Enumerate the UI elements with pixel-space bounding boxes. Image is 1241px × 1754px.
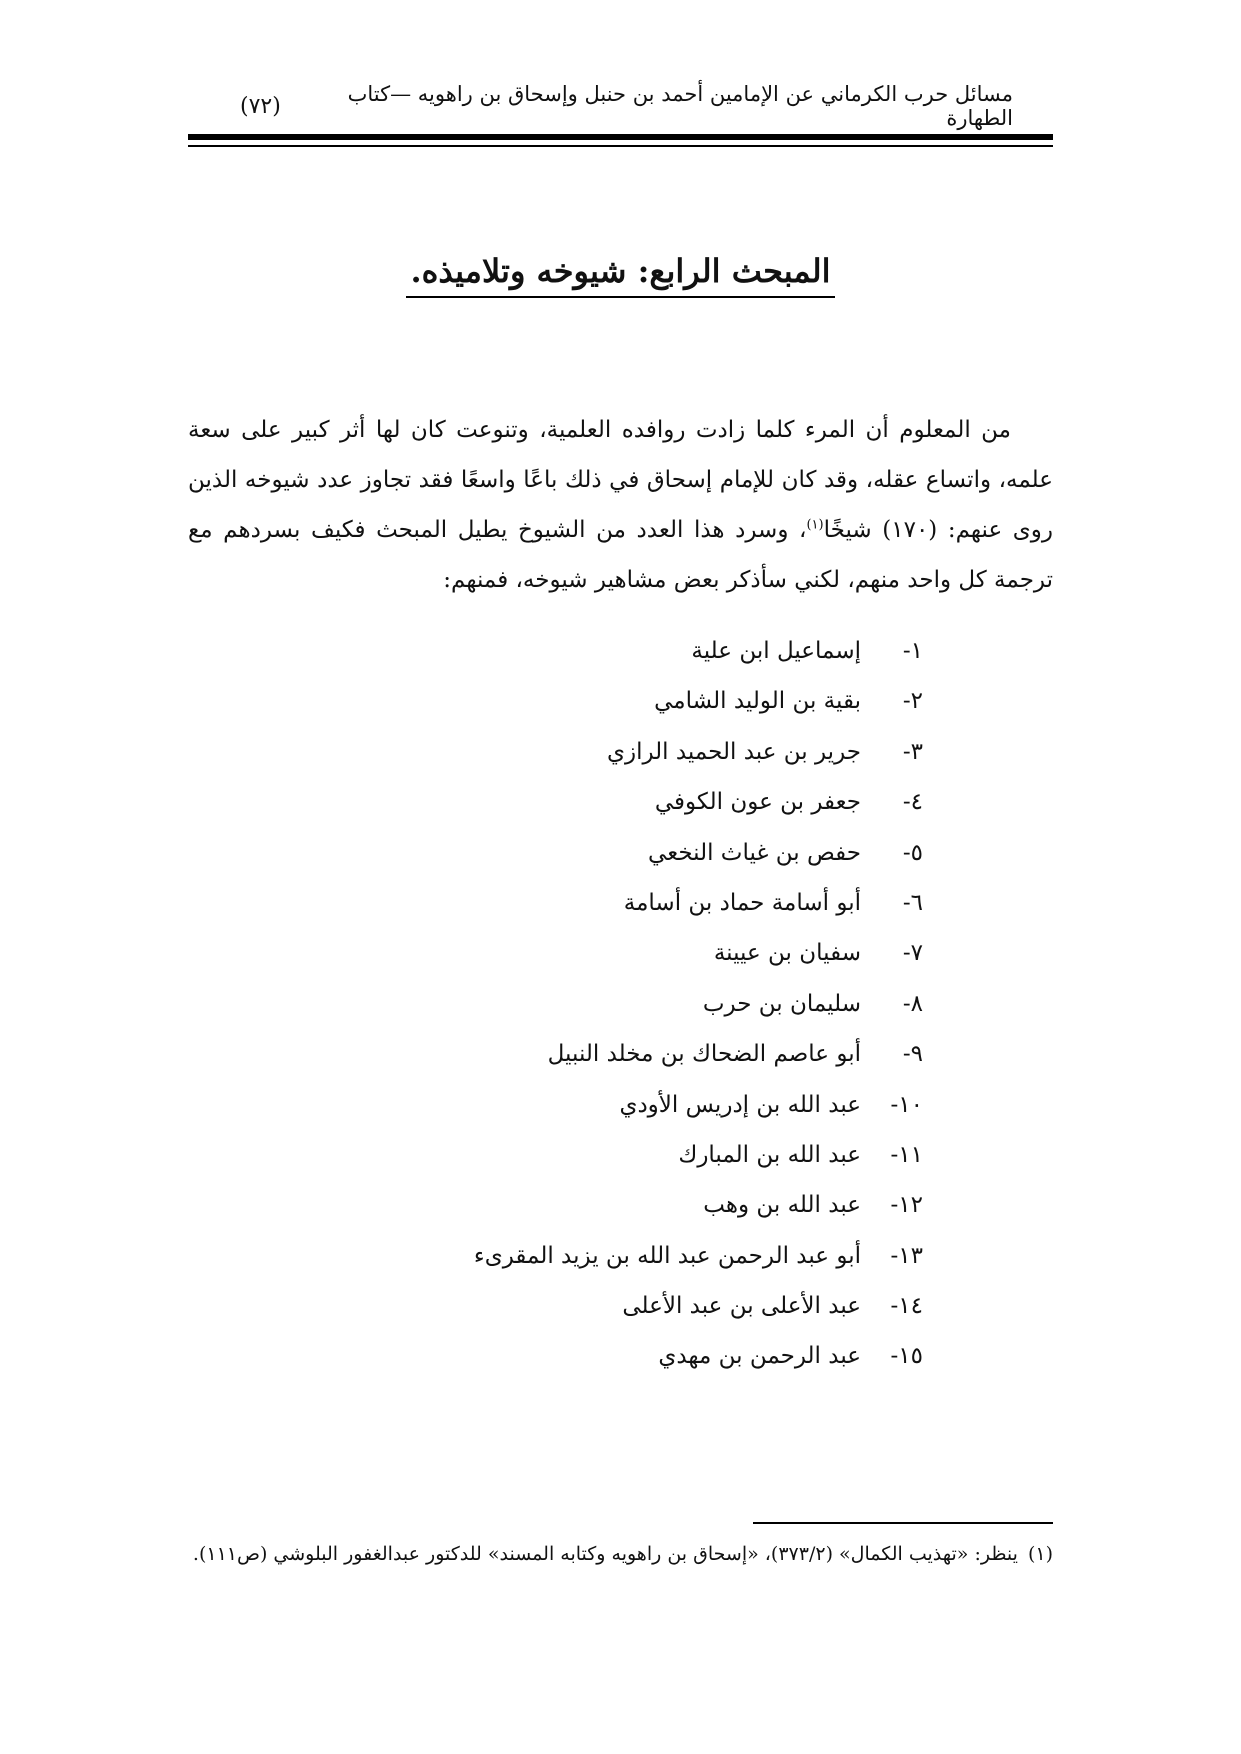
list-item-number: ٥- [902, 839, 923, 866]
header-rule-thick [188, 134, 1053, 140]
list-item [474, 1080, 923, 1130]
list-item-name: إسماعيل ابن علية [691, 638, 861, 664]
list-item-number: ٧- [902, 940, 923, 967]
list-item-number: ١٥- [890, 1343, 923, 1370]
list-item-name: سليمان بن حرب [702, 990, 861, 1017]
list-item-name: جعفر بن عون الكوفي [654, 789, 861, 816]
list-item-name: أبو أسامة حماد بن أسامة [623, 889, 861, 916]
list-item-name: جرير بن عبد الحميد الرازي [606, 738, 861, 765]
list-item-number: ١١- [890, 1141, 923, 1168]
list-item [474, 1180, 923, 1230]
list-item-number: ١- [902, 638, 923, 664]
list-item [474, 1231, 923, 1281]
body-text [188, 405, 1053, 605]
header-rule-thin [188, 145, 1053, 147]
page-number: (٧٢) [240, 93, 281, 119]
intro-paragraph [188, 405, 1053, 605]
running-header [240, 82, 1013, 130]
list-item [474, 828, 923, 878]
list-item-name: بقية بن الوليد الشامي [654, 688, 861, 715]
list-item-name: عبد الله بن المبارك [678, 1141, 861, 1168]
list-item-number: ١٤- [890, 1293, 923, 1320]
list-item [474, 878, 923, 928]
footnote-reference: (١) [806, 517, 824, 533]
list-item-name: أبو عبد الرحمن عبد الله بن يزيد المقرىء [473, 1242, 861, 1269]
list-item-name: أبو عاصم الضحاك بن مخلد النبيل [547, 1041, 861, 1068]
list-item [474, 1130, 923, 1180]
footnote-separator [753, 1522, 1053, 1524]
list-item [474, 979, 923, 1029]
footnote-text: ينظر: «تهذيب الكمال» (٣٧٣/٢)، «إسحاق بن راهويه وكتابه المسند» للدكتور عبدالغفور البلوشي (ص١١١). [192, 1543, 1018, 1565]
list-item-name: عبد الرحمن بن مهدي [658, 1343, 861, 1370]
intro-text-part1: من المعلوم أن المرء كلما زادت روافده العلمية، وتنوعت كان لها أثر كبير على سعة علمه، واتساع عقله، وقد كان للإمام إسحاق في ذلك باعًا واسعًا فقد تجاوز عدد شيوخه الذين روى عنهم: (١٧٠) شيخًا [188, 417, 1053, 543]
list-item-number: ٢- [902, 688, 923, 715]
footnote-number: (١) [1027, 1543, 1053, 1565]
teachers-list [474, 626, 923, 1382]
intro-text-part2: ، وسرد هذا العدد من الشيوخ يطيل المبحث فكيف بسردهم مع ترجمة كل واحد منهم، لكني سأذكر بعض مشاهير شيوخه، فمنهم: [188, 517, 1053, 593]
list-item [474, 1281, 923, 1331]
list-item-name: حفص بن غياث النخعي [648, 839, 861, 866]
list-item-number: ١٢- [890, 1192, 923, 1219]
list-item-name: عبد الله بن وهب [703, 1192, 861, 1219]
list-item-number: ٨- [902, 990, 923, 1017]
list-item [474, 1331, 923, 1381]
list-item-name: عبد الله بن إدريس الأودي [619, 1091, 861, 1118]
list-item [474, 928, 923, 978]
list-item [474, 676, 923, 726]
list-item-number: ١٣- [890, 1242, 923, 1269]
list-item-number: ٩- [902, 1041, 923, 1068]
footnote-paragraph [188, 1534, 1053, 1574]
list-item [474, 777, 923, 827]
list-item-name: عبد الأعلى بن عبد الأعلى [622, 1293, 861, 1320]
list-item-number: ٤- [902, 789, 923, 816]
list-item-number: ٦- [902, 889, 923, 916]
section-heading [0, 252, 1241, 298]
section-title: المبحث الرابع: شيوخه وتلاميذه. [406, 252, 834, 298]
list-item [474, 626, 923, 676]
list-item-number: ١٠- [890, 1091, 923, 1118]
running-header-title: مسائل حرب الكرماني عن الإمامين أحمد بن حنبل وإسحاق بن راهويه —كتاب الطهارة [347, 82, 1013, 130]
list-item-name: سفيان بن عيينة [713, 940, 861, 967]
footnote [188, 1534, 1053, 1574]
list-item [474, 1029, 923, 1079]
list-item [474, 727, 923, 777]
list-item-number: ٣- [902, 738, 923, 765]
